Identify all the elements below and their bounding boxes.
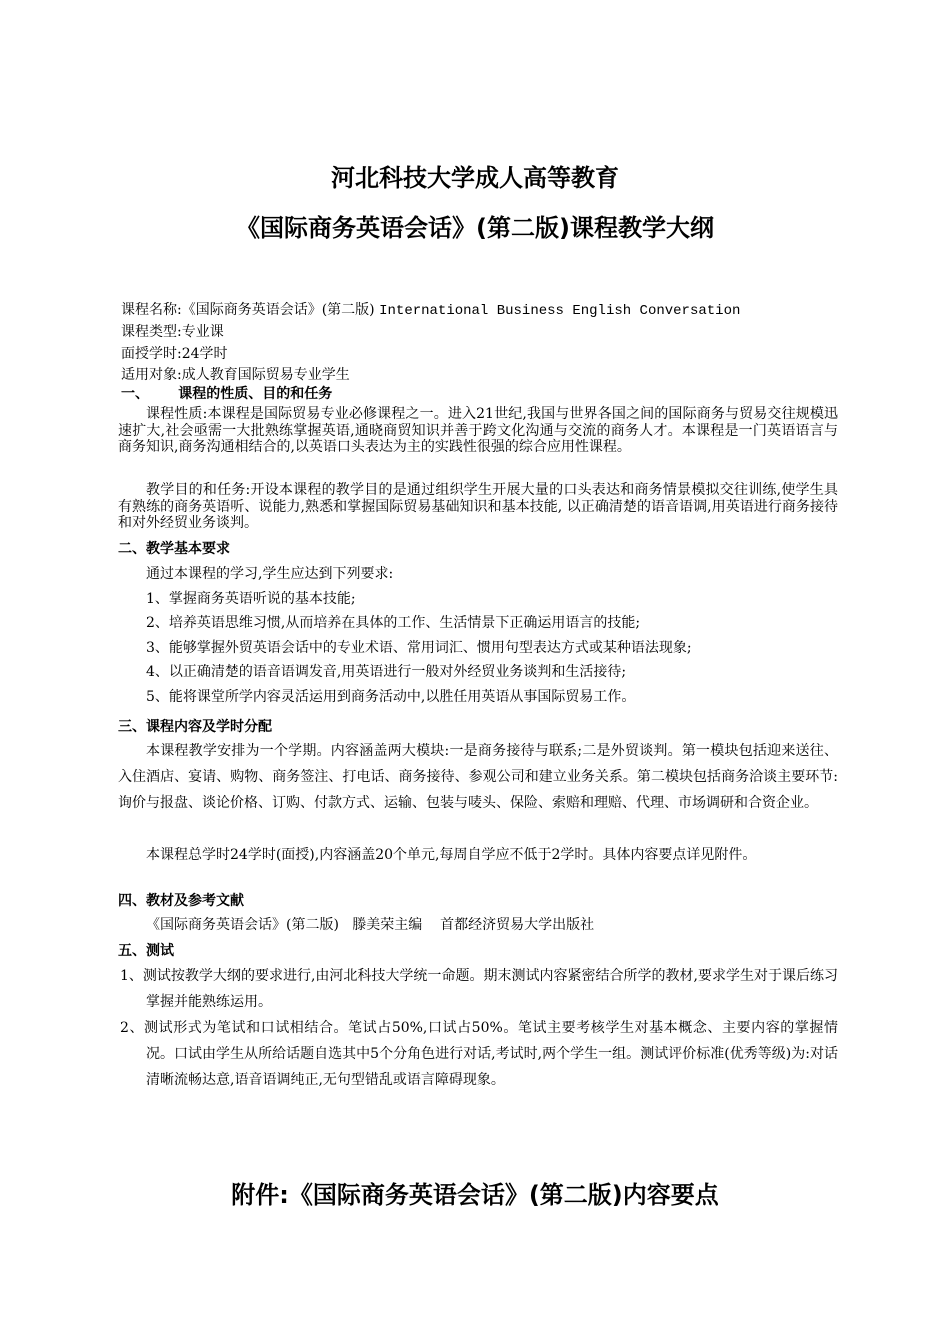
- course-name-cn: 《国际商务英语会话》(第二版): [181, 302, 375, 318]
- document-title: 河北科技大学成人高等教育: [331, 164, 619, 192]
- document-subtitle: 《国际商务英语会话》(第二版)课程教学大纲: [236, 214, 714, 242]
- section-5-item-1: 1、测试按教学大纲的要求进行,由河北科技大学统一命题。期末测试内容紧密结合所学的教材,要求学生对于课后练习掌握并能熟练运用。: [120, 968, 838, 1010]
- section-1-paragraph-nature: 课程性质:本课程是国际贸易专业必修课程之一。进入21世纪,我国与世界各国之间的国际商务与贸易交往规模迅速扩大,社会亟需一大批熟练掌握英语,通晓商贸知识并善于跨文化沟通与交流的商务人才。本课程是一门英语语言与商务知识,商务沟通相结合的,以英语口头表达为主的实践性很强的综合应用性课程。: [118, 406, 838, 455]
- section-3-heading: 三、课程内容及学时分配: [118, 719, 272, 735]
- list-item: 3、能够掌握外贸英语会话中的专业术语、常用词汇、惯用句型表达方式或某种语法现象;: [146, 640, 692, 656]
- section-1-paragraph-goals: 教学目的和任务:开设本课程的教学目的是通过组织学生开展大量的口头表达和商务情景模拟交往训练,使学生具有熟练的商务英语听、说能力,熟悉和掌握国际贸易基础知识和基本技能, 以正确清楚的语音语调,用英语进行商务接待和对外经贸业务谈判。: [118, 482, 838, 531]
- section-3-paragraph-hours: 本课程总学时24学时(面授),内容涵盖20个单元,每周自学应不低于2学时。具体内容要点详见附件。: [146, 847, 757, 863]
- list-item: 5、能将课堂所学内容灵活运用到商务活动中,以胜任用英语从事国际贸易工作。: [146, 689, 636, 705]
- course-type: 课程类型:专业课: [121, 324, 224, 340]
- section-4-heading: 四、教材及参考文献: [118, 893, 244, 909]
- section-4-reference: 《国际商务英语会话》(第二版) 滕美荣主编 首都经济贸易大学出版社: [146, 917, 595, 933]
- section-2-intro: 通过本课程的学习,学生应达到下列要求:: [146, 566, 394, 582]
- course-hours: 面授学时:24学时: [121, 346, 228, 362]
- section-1-heading: 一、 课程的性质、目的和任务: [121, 386, 333, 402]
- list-item: 2、培养英语思维习惯,从而培养在具体的工作、生活情景下正确运用语言的技能;: [146, 615, 641, 631]
- course-name-en: International Business English Conversation: [379, 303, 741, 319]
- section-2-heading: 二、教学基本要求: [118, 541, 230, 557]
- list-item: 4、以正确清楚的语音语调发音,用英语进行一般对外经贸业务谈判和生活接待;: [146, 664, 627, 680]
- section-5-item-2: 2、测试形式为笔试和口试相结合。笔试占50%,口试占50%。笔试主要考核学生对基本概念、主要内容的掌握情况。口试由学生从所给话题自选其中5个分角色进行对话,考试时,两个学生一组。测试评价标准(优秀等级)为:对话清晰流畅达意,语音语调纯正,无句型错乱或语言障碍现象。: [120, 1020, 838, 1088]
- list-item: 1、掌握商务英语听说的基本技能;: [146, 591, 356, 607]
- course-name: [121, 300, 740, 321]
- course-audience: 适用对象:成人教育国际贸易专业学生: [121, 367, 350, 383]
- section-5-heading: 五、测试: [118, 943, 174, 959]
- course-name-label: 课程名称:: [121, 302, 182, 318]
- appendix-title: 附件:《国际商务英语会话》(第二版)内容要点: [231, 1181, 719, 1209]
- section-3-paragraph-content: 本课程教学安排为一个学期。内容涵盖两大模块:一是商务接待与联系;二是外贸谈判。第一模块包括迎来送往、入住酒店、宴请、购物、商务签注、打电话、商务接待、参观公司和建立业务关系。第二模块包括商务洽谈主要环节:询价与报盘、谈论价格、订购、付款方式、运输、包装与唛头、保险、索赔和理赔、代理、市场调研和合资企业。: [118, 743, 838, 811]
